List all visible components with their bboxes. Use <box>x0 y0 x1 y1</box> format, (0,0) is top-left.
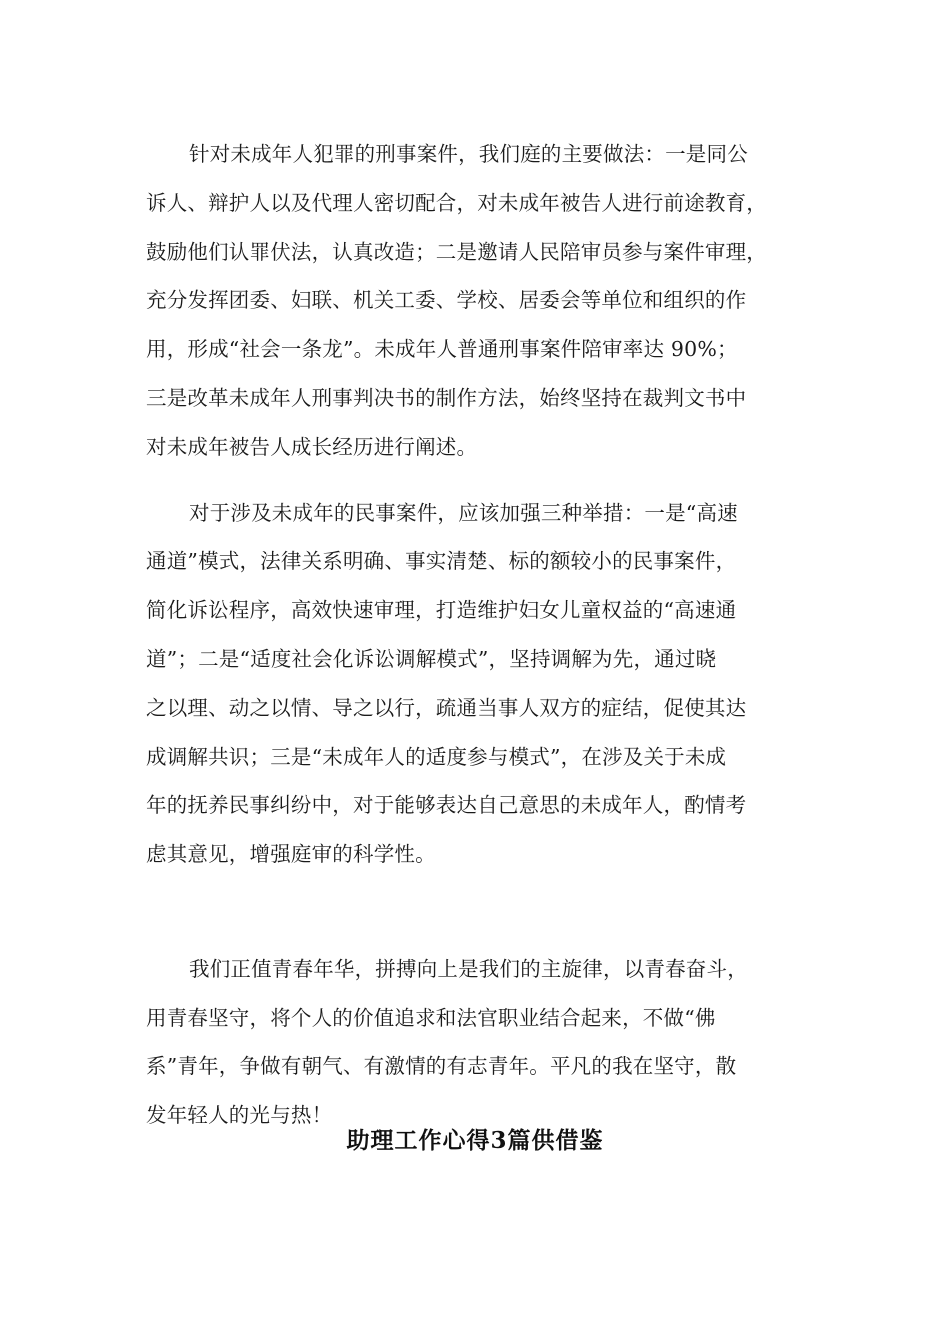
text-line: 对未成年被告人成长经历进行阐述。 <box>146 434 478 459</box>
text-line: 三是改革未成年人刑事判决书的制作方法，始终坚持在裁判文书中 <box>146 385 747 410</box>
text-line: 针对未成年人犯罪的刑事案件，我们庭的主要做法：一是同公 <box>189 142 748 166</box>
text-line: 通道”模式，法律关系明确、事实清楚、标的额较小的民事案件， <box>146 549 737 574</box>
text-line: 用，形成“社会一条龙”。未成年人普通刑事案件陪审率达 90%； <box>146 337 738 362</box>
text-line: 简化诉讼程序，高效快速审理，打造维护妇女儿童权益的“高速通 <box>146 598 737 623</box>
text-line: 系”青年，争做有朝气、有激情的有志青年。平凡的我在坚守，散 <box>146 1054 737 1079</box>
text-line: 诉人、辩护人以及代理人密切配合，对未成年被告人进行前途教育， <box>146 190 767 215</box>
paragraph-civil-cases <box>146 489 806 928</box>
text-line: 对于涉及未成年的民事案件，应该加强三种举措：一是“高速 <box>189 500 738 525</box>
text-line: 用青春坚守，将个人的价值追求和法官职业结合起来，不做“佛 <box>146 1005 716 1030</box>
text-line: 之以理、动之以情、导之以行，疏通当事人双方的症结，促使其达 <box>146 695 747 720</box>
text-line: 虑其意见，增强庭审的科学性。 <box>146 842 436 867</box>
paragraph-spacer <box>146 472 806 489</box>
section-heading: 助理工作心得3篇供借鉴 <box>346 1127 604 1154</box>
text-line: 道”；二是“适度社会化诉讼调解模式”，坚持调解为先，通过晓 <box>146 646 717 671</box>
text-line: 成调解共识；三是“未成年人的适度参与模式”，在涉及关于未成 <box>146 744 727 769</box>
paragraph-spacer <box>146 928 806 945</box>
text-line: 鼓励他们认罪伏法，认真改造；二是邀请人民陪审员参与案件审理， <box>146 239 767 264</box>
text-line: 充分发挥团委、妇联、机关工委、学校、居委会等单位和组织的作 <box>146 288 747 313</box>
paragraph-youth <box>146 945 806 1140</box>
text-line: 年的抚养民事纠纷中，对于能够表达自己意思的未成年人，酌情考 <box>146 793 747 818</box>
text-line <box>146 879 806 928</box>
paragraph-criminal-cases <box>146 130 806 472</box>
text-line: 发年轻人的光与热！ <box>146 1103 333 1128</box>
document-body <box>146 130 806 1140</box>
text-line: 我们正值青春年华，拼搏向上是我们的主旋律，以青春奋斗， <box>189 956 748 981</box>
